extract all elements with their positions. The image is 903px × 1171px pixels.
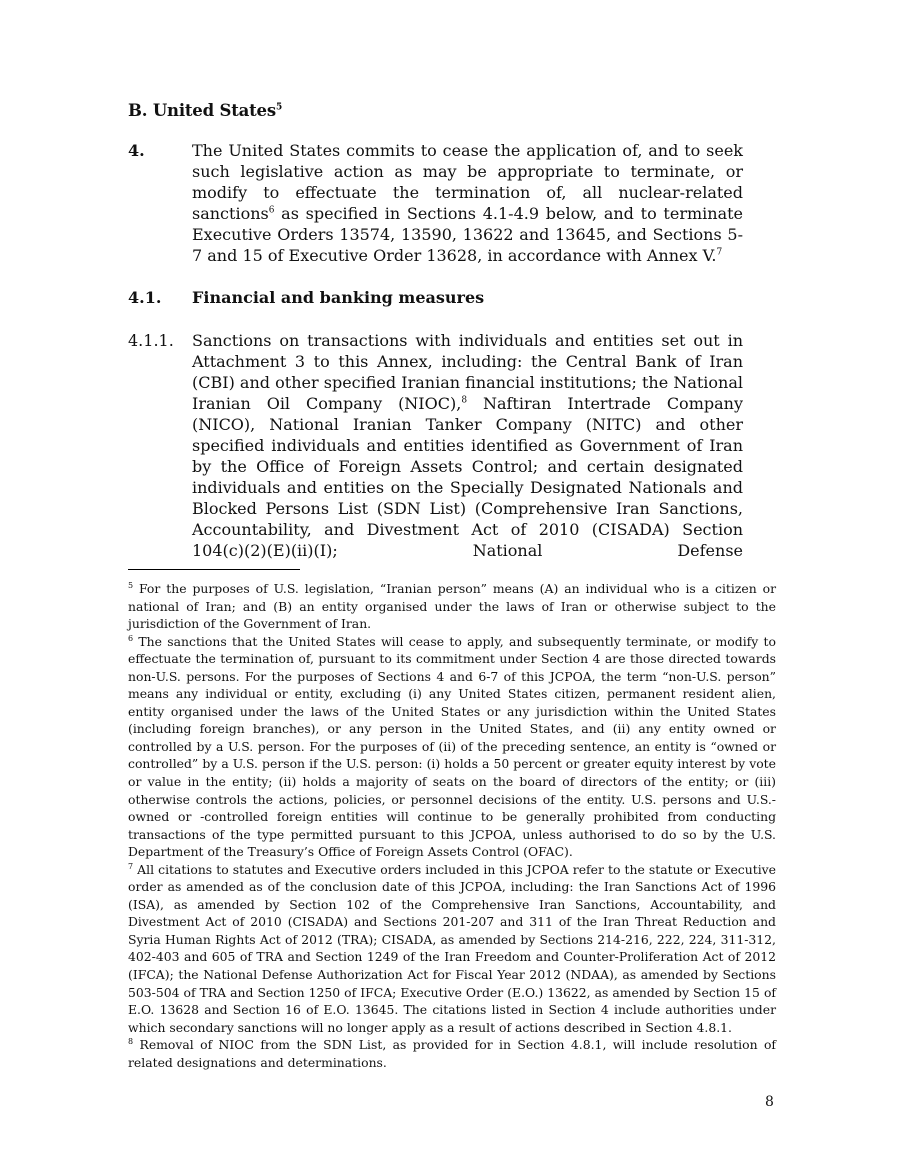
page-number: 8	[765, 1094, 774, 1110]
footnote-separator	[128, 569, 300, 570]
paragraph-4-text-1: The United States commits to cease the application of, and to seek such legislative action as may be appropriate to terminate, or modify to effectuate the termination of, all nuclear-related sanctions	[192, 141, 743, 223]
footnote-ref-7: 7	[716, 247, 723, 258]
footnote-6-number: 6	[128, 633, 134, 643]
paragraph-4-number: 4.	[128, 141, 145, 160]
paragraph-4-1-1-text-1: Sanctions on transactions with individuals and entities set out in Attachment 3 to this Annex, including: the Central Bank of Iran (CBI) and other specified Iranian financial institutions; the National Iranian Oil Company (NIOC),	[192, 331, 743, 413]
paragraph-4-1-1	[128, 330, 743, 561]
section-heading	[128, 101, 282, 120]
paragraph-4-1-1-body	[192, 330, 743, 561]
footnote-5	[128, 580, 776, 633]
section-title: B. United States	[128, 101, 276, 120]
footnote-6	[128, 633, 776, 861]
paragraph-4-text-2: as specified in Sections 4.1-4.9 below, and to terminate Executive Orders 13574, 13590, 13622 and 13645, and Sections 5-7 and 15 of Executive Order 13628, in accordance with Annex V.	[192, 204, 743, 265]
footnote-7-text: All citations to statutes and Executive orders included in this JCPOA refer to the statute or Executive order as amended as of the conclusion date of this JCPOA, including: the Iran Sanctions Act of 1996 (ISA), as amended by Section 102 of the Comprehensive Iran Sanctions, Accountability, and Divestment Act of 2010 (CISADA) and Sections 201-207 and 311 of the Iran Threat Reduction and Syria Human Rights Act of 2012 (TRA); CISADA, as amended by Sections 214-216, 222, 224, 311-312, 402-403 and 605 of TRA and Section 1249 of the Iran Freedom and Counter-Proliferation Act of 2012 (IFCA); the National Defense Authorization Act for Fiscal Year 2012 (NDAA), as amended by Sections 503-504 of TRA and Section 1250 of IFCA; Executive Order (E.O.) 13622, as amended by Section 15 of E.O. 13628 and Section 16 of E.O. 13645. The citations listed in Section 4 include authorities under which secondary sanctions will no longer apply as a result of actions described in Section 4.8.1.	[128, 861, 776, 1035]
heading-4-1-number: 4.1.	[128, 288, 162, 307]
footnote-5-number: 5	[128, 580, 134, 590]
heading-4-1-title: Financial and banking measures	[192, 288, 485, 307]
footnote-6-text: The sanctions that the United States will cease to apply, and subsequently terminate, or modify to effectuate the termination of, pursuant to its commitment under Section 4 are those directed towards non-U.S. persons. For the purposes of Sections 4 and 6-7 of this JCPOA, the term “non-U.S. person” means any individual or entity, excluding (i) any United States citizen, permanent resident alien, entity organised under the laws of the United States or any jurisdiction within the United States (including foreign branches), or any person in the United States, and (ii) any entity owned or controlled by a U.S. person. For the purposes of (ii) of the preceding sentence, an entity is “owned or controlled” by a U.S. person if the U.S. person: (i) holds a 50 percent or greater equity interest by vote or value in the entity; (ii) holds a majority of seats on the board of directors of the entity; or (iii) otherwise controls the actions, policies, or personnel decisions of the entity. U.S. persons and U.S.-owned or -controlled foreign entities will continue to be generally prohibited from conducting transactions of the type permitted pursuant to this JCPOA, unless authorised to do so by the U.S. Department of the Treasury’s Office of Foreign Assets Control (OFAC).	[128, 633, 776, 860]
footnote-8-text: Removal of NIOC from the SDN List, as provided for in Section 4.8.1, will include resolution of related designations and determinations.	[128, 1037, 776, 1070]
footnote-7	[128, 861, 776, 1036]
footnotes	[128, 580, 776, 1071]
paragraph-4-1-1-text-2: Naftiran Intertrade Company (NICO), National Iranian Tanker Company (NITC) and other specified individuals and entities identified as Government of Iran by the Office of Foreign Assets Control; and certain designated individuals and entities on the Specially Designated Nationals and Blocked Persons List (SDN List) (Comprehensive Iran Sanctions, Accountability, and Divestment Act of 2010 (CISADA) Section 104(c)(2)(E)(ii)(I); National Defense	[192, 394, 743, 560]
paragraph-4	[128, 140, 743, 266]
footnote-8	[128, 1036, 776, 1071]
heading-4-1	[128, 287, 743, 308]
paragraph-4-body	[192, 140, 743, 266]
footnote-ref-6: 6	[268, 205, 275, 216]
footnote-ref-5: 5	[275, 102, 282, 113]
footnote-8-number: 8	[128, 1037, 134, 1047]
footnote-7-number: 7	[128, 861, 134, 871]
paragraph-4-1-1-number: 4.1.1.	[128, 331, 174, 350]
footnote-ref-8: 8	[461, 395, 468, 406]
footnote-5-text: For the purposes of U.S. legislation, “Iranian person” means (A) an individual who is a citizen or national of Iran; and (B) an entity organised under the laws of Iran or otherwise subject to the jurisdiction of the Government of Iran.	[128, 581, 776, 632]
